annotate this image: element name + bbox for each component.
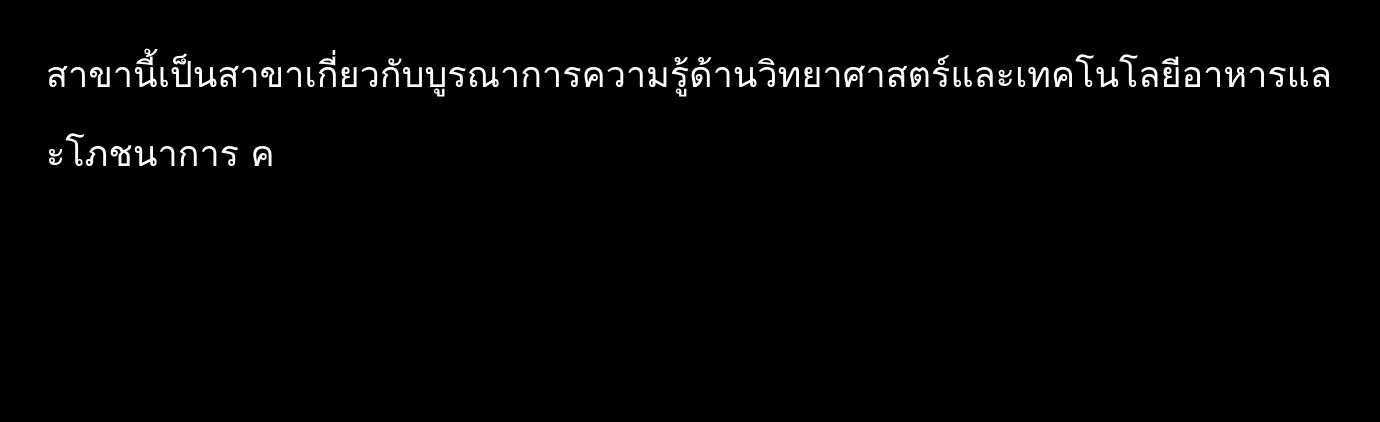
subtitle-caption: สาขานี้เป็นสาขาเกี่ยวกับบูรณาการความรู้ด้านวิทยาศาสตร์และเทคโนโลยีอาหารและโภชนาการ ค bbox=[46, 55, 1332, 175]
